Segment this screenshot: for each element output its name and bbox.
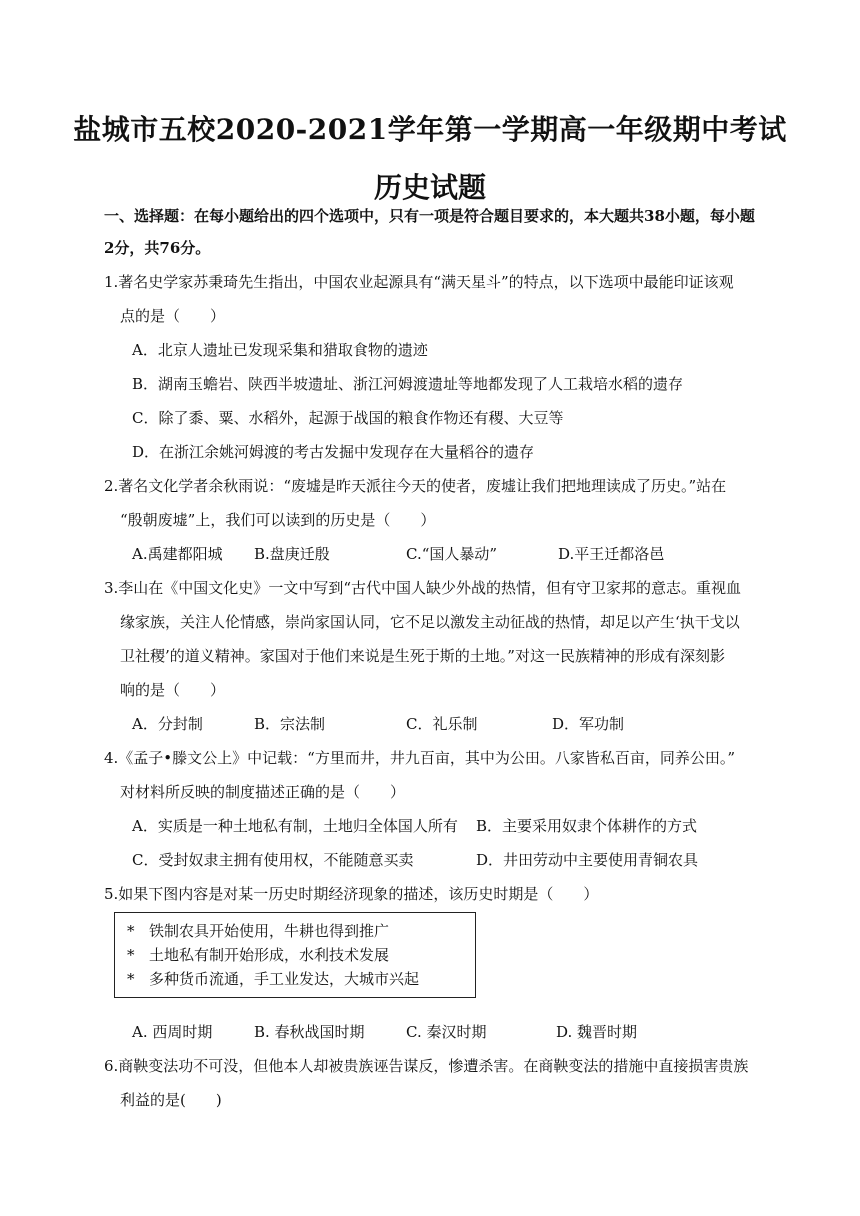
- q2-option-c: C.“国人暴动”: [406, 545, 498, 563]
- q5-option-b: B. 春秋战国时期: [254, 1023, 365, 1041]
- q5-options: [0, 1022, 860, 1042]
- q3-options: [0, 714, 860, 734]
- section-instructions-line1: 一、选择题：在每小题给出的四个选项中，只有一项是符合题目要求的，本大题共38小题，每小题: [104, 207, 755, 225]
- q1-option-c: C．除了黍、粟、水稻外，起源于战国的粮食作物还有稷、大豆等: [132, 409, 564, 427]
- q4-option-b: B．主要采用奴隶个体耕作的方式: [476, 817, 698, 835]
- q2-stem-line2: “殷朝废墟”上，我们可以读到的历史是（ ）: [120, 511, 436, 529]
- q1-stem-line1: 1.著名史学家苏秉琦先生指出，中国农业起源具有“满天星斗”的特点，以下选项中最能印证该观: [104, 273, 734, 291]
- q4-option-c: C．受封奴隶主拥有使用权，不能随意买卖: [132, 851, 414, 869]
- q1-option-d: D．在浙江余姚河姆渡的考古发掘中发现存在大量稻谷的遗存: [132, 443, 535, 461]
- q4-option-a: A．实质是一种土地私有制，土地归全体国人所有: [132, 817, 458, 835]
- q4-stem-line1: 4.《孟子•滕文公上》中记载：“方里而井，井九百亩，其中为公田。八家皆私百亩，同养公田。”: [104, 749, 736, 767]
- q2-options: [0, 544, 860, 564]
- q2-option-d: D.平王迁都洛邑: [558, 545, 665, 563]
- q5-box-item: * 土地私有制开始形成，水利技术发展: [127, 946, 390, 964]
- q3-option-c: C．礼乐制: [406, 715, 478, 733]
- q3-option-a: A．分封制: [132, 715, 203, 733]
- q3-stem-line1: 3.李山在《中国文化史》一文中写到“古代中国人缺少外战的热情，但有守卫家邦的意志。重视血: [104, 579, 741, 597]
- q3-stem-line2: 缘家族，关注人伦情感，崇尚家国认同，它不足以激发主动征战的热情，却足以产生‘执干戈以: [120, 613, 740, 631]
- q3-stem-line3: 卫社稷’的道义精神。家国对于他们来说是生死于斯的土地。”对这一民族精神的形成有深刻影: [120, 647, 725, 665]
- star-bullet-icon: *: [127, 946, 135, 964]
- star-bullet-icon: *: [127, 922, 135, 940]
- q1-option-b: B．湖南玉蟾岩、陕西半坡遗址、浙江河姆渡遗址等地都发现了人工栽培水稻的遗存: [132, 375, 684, 393]
- q4-options-row2: [0, 850, 860, 870]
- section-instructions-line2: 2分，共76分。: [104, 239, 211, 257]
- q3-option-d: D．军功制: [552, 715, 625, 733]
- q5-box-item: * 多种货币流通，手工业发达，大城市兴起: [127, 970, 420, 988]
- star-bullet-icon: *: [127, 970, 135, 988]
- q5-option-a: A. 西周时期: [132, 1023, 213, 1041]
- q5-stem-line1: 5.如果下图内容是对某一历史时期经济现象的描述，该历史时期是（ ）: [104, 885, 599, 903]
- q2-option-a: A.禹建都阳城: [132, 545, 223, 563]
- q5-material-box: [114, 912, 476, 998]
- q4-stem-line2: 对材料所反映的制度描述正确的是（ ）: [120, 783, 406, 801]
- exam-title: 盐城市五校2020-2021学年第一学期高一年级期中考试: [73, 113, 787, 146]
- q3-option-b: B．宗法制: [254, 715, 326, 733]
- q4-option-d: D．井田劳动中主要使用青铜农具: [476, 851, 699, 869]
- q1-stem-line2: 点的是（ ）: [120, 307, 226, 325]
- q5-option-c: C. 秦汉时期: [406, 1023, 487, 1041]
- q6-stem-line2: 利益的是( ): [120, 1091, 222, 1109]
- q4-options-row1: [0, 816, 860, 836]
- q5-box-item: * 铁制农具开始使用，牛耕也得到推广: [127, 922, 390, 940]
- q2-option-b: B.盘庚迁殷: [254, 545, 330, 563]
- q5-option-d: D. 魏晋时期: [556, 1023, 638, 1041]
- q3-stem-line4: 响的是（ ）: [120, 681, 226, 699]
- q6-stem-line1: 6.商鞅变法功不可没，但他本人却被贵族诬告谋反，惨遭杀害。在商鞅变法的措施中直接损害贵族: [104, 1057, 749, 1075]
- q2-stem-line1: 2.著名文化学者余秋雨说：“废墟是昨天派往今天的使者，废墟让我们把地理读成了历史。”站在: [104, 477, 727, 495]
- exam-subtitle: 历史试题: [373, 171, 486, 204]
- q1-option-a: A．北京人遗址已发现采集和猎取食物的遗迹: [132, 341, 428, 359]
